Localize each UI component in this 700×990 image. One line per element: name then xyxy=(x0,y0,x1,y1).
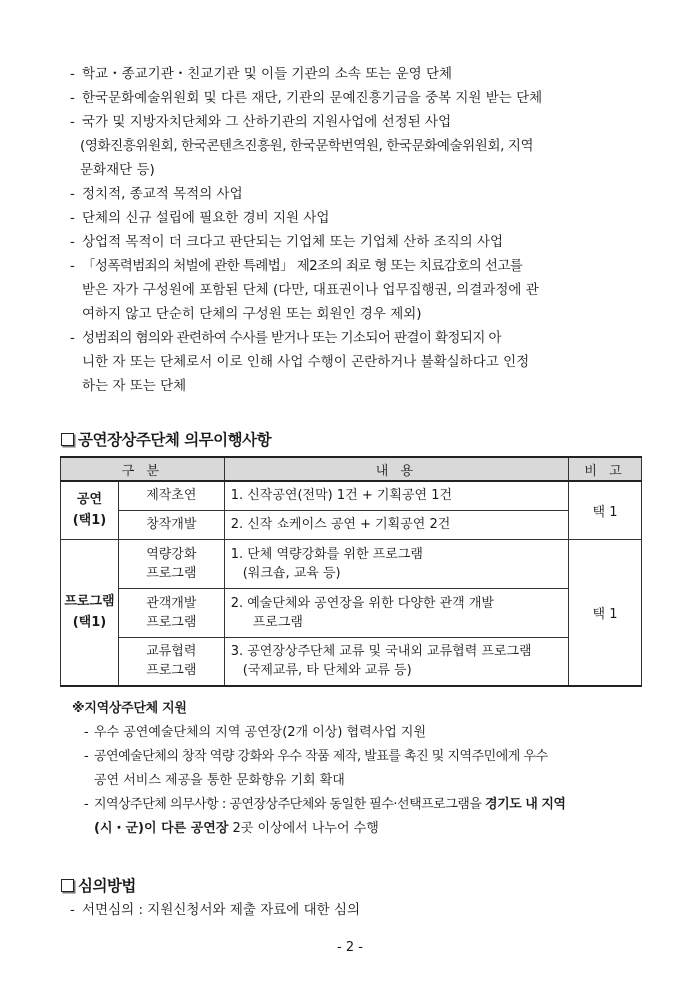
list-item: - 지역상주단체 의무사항 : 공연장상주단체와 동일한 필수·선택프로그램을 경기도 내 지역 xyxy=(84,797,566,812)
subcategory-cell: 관객개발 프로그램 xyxy=(118,588,224,637)
subcategory-cell: 제작초연 xyxy=(118,481,224,510)
note-cell: 택 1 xyxy=(569,539,642,686)
table-row xyxy=(61,481,642,510)
table-row xyxy=(61,588,642,637)
regional-title: ※지역상주단체 지원 xyxy=(72,701,187,716)
list-item-continued: 여하지 않고 단순히 단체의 구성원 또는 회원인 경우 제외) xyxy=(82,306,422,322)
list-item-continued: 받은 자가 구성원에 포함된 단체 (다만, 대표권이나 업무집행권, 의결과정에 관 xyxy=(82,282,539,298)
list-item-continued: (시・군)이 다른 공연장 2곳 이상에서 나누어 수행 xyxy=(94,821,379,836)
category-performance: 공연 (택1) xyxy=(61,481,119,539)
list-item-continued: 니한 자 또는 단체로서 이로 인해 사업 수행이 곤란하거나 불확실하다고 인정 xyxy=(82,354,530,370)
subcategory-cell: 창작개발 xyxy=(118,510,224,539)
list-item-detail: 문화재단 등) xyxy=(80,162,155,178)
list-item: - 상업적 목적이 더 크다고 판단되는 기업체 또는 기업체 산하 조직의 사업 xyxy=(70,234,504,250)
table-row xyxy=(61,637,642,686)
list-item-detail: (영화진흥위원회, 한국콘텐츠진흥원, 한국문학번역원, 한국문화예술위원회, 지역 xyxy=(80,138,534,154)
obligations-heading: 공연장상주단체 의무이행사항 xyxy=(61,428,271,450)
page-number: - 2 - xyxy=(337,940,363,955)
content-cell: 2. 예술단체와 공연장을 위한 다양한 관객 개발 프로그램 xyxy=(224,588,568,637)
list-item: - 서면심의 : 지원신청서와 제출 자료에 대한 심의 xyxy=(70,902,361,918)
content-cell: 1. 신작공연(전막) 1건 + 기획공연 1건 xyxy=(224,481,568,510)
content-cell: 1. 단체 역량강화를 위한 프로그램 (워크숍, 교육 등) xyxy=(224,539,568,588)
subcategory-cell: 교류협력 프로그램 xyxy=(118,637,224,686)
exclusion-list xyxy=(66,62,651,398)
list-item: - 정치적, 종교적 목적의 사업 xyxy=(70,186,243,202)
regional-support xyxy=(72,697,652,841)
review-heading: 심의방법 xyxy=(61,874,136,896)
subcategory-cell: 역량강화 프로그램 xyxy=(118,539,224,588)
category-program: 프로그램 (택1) xyxy=(61,539,119,686)
list-item: - 성범죄의 혐의와 관련하여 수사를 받거나 또는 기소되어 판결이 확정되지 아 xyxy=(70,330,501,346)
list-item: - 한국문화예술위원회 및 다른 재단, 기관의 문예진흥기금을 중복 지원 받는 단체 xyxy=(70,90,543,106)
list-item: - 「성폭력범죄의 처벌에 관한 특례법」 제2조의 죄로 형 또는 치료감호의 선고를 xyxy=(70,258,523,274)
list-item: - 단체의 신규 설립에 필요한 경비 지원 사업 xyxy=(70,210,330,226)
review-list xyxy=(66,898,360,922)
table-row xyxy=(61,539,642,588)
table-row xyxy=(61,510,642,539)
checkbox-square-icon xyxy=(61,879,74,892)
content-cell: 3. 공연장상주단체 교류 및 국내외 교류협력 프로그램 (국제교류, 타 단체와 교류 등) xyxy=(224,637,568,686)
header-content: 내 용 xyxy=(224,457,568,481)
header-note: 비 고 xyxy=(569,457,642,481)
obligations-table xyxy=(60,456,642,687)
checkbox-square-icon xyxy=(61,433,74,446)
content-cell: 2. 신작 쇼케이스 공연 + 기획공연 2건 xyxy=(224,510,568,539)
list-item: - 공연예술단체의 창작 역량 강화와 우수 작품 제작, 발표를 촉진 및 지역주민에게 우수 xyxy=(84,749,548,764)
table-header-row xyxy=(61,457,642,481)
list-item-continued: 하는 자 또는 단체 xyxy=(82,378,187,394)
note-cell: 택 1 xyxy=(569,481,642,539)
list-item: - 국가 및 지방자치단체와 그 산하기관의 지원사업에 선정된 사업 xyxy=(70,114,452,130)
list-item-continued: 공연 서비스 제공을 통한 문화향유 기회 확대 xyxy=(94,773,345,788)
list-item: - 우수 공연예술단체의 지역 공연장(2개 이상) 협력사업 지원 xyxy=(84,725,427,740)
header-category: 구 분 xyxy=(61,457,225,481)
list-item: - 학교・종교기관・친교기관 및 이들 기관의 소속 또는 운영 단체 xyxy=(70,66,453,82)
